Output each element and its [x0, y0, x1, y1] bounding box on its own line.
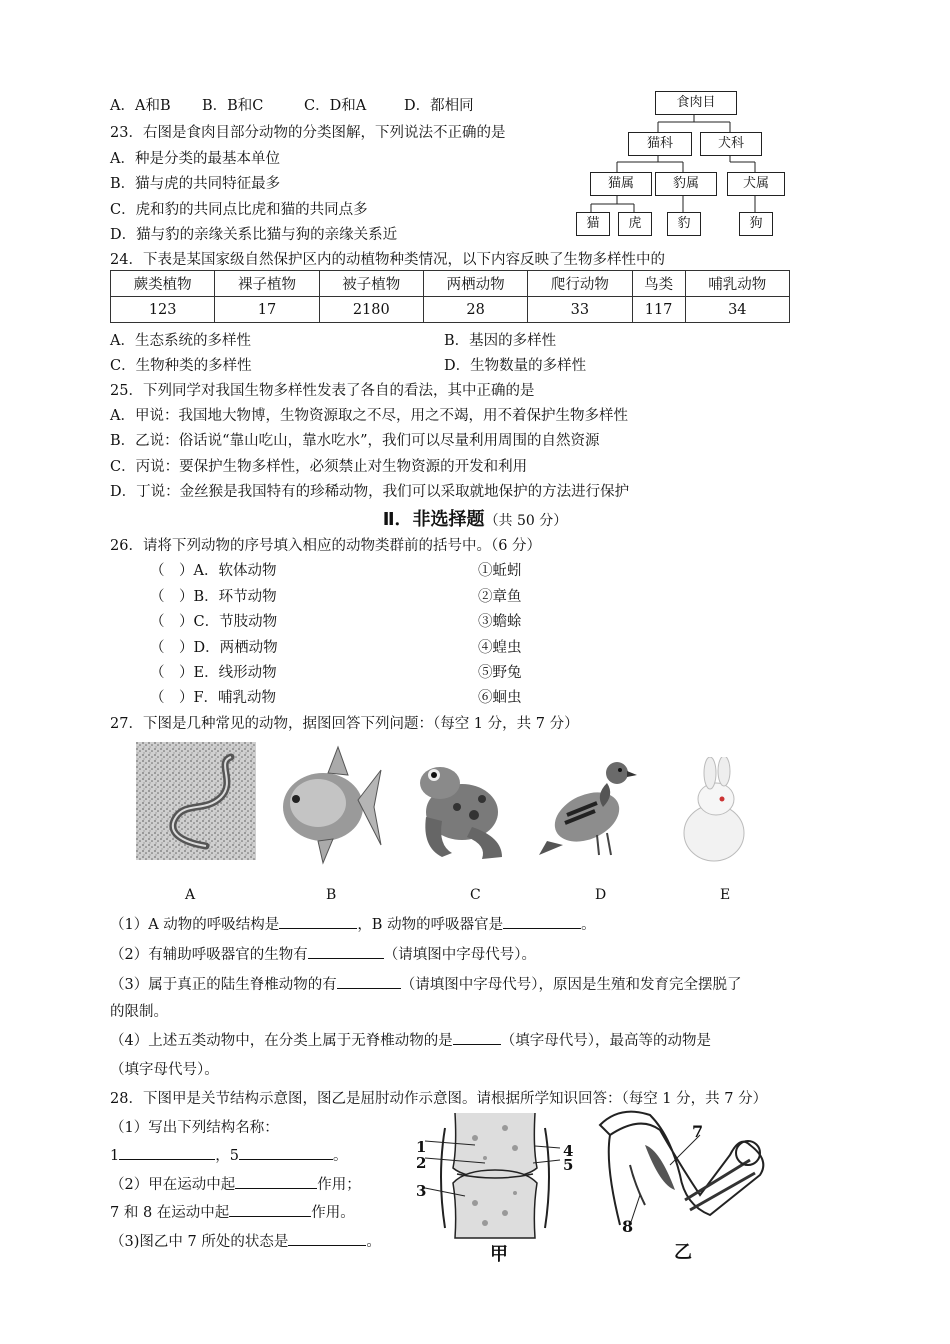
q28-p1-num2: ，5: [215, 1148, 239, 1164]
q27-p2-text-b: （请填图中字母代号）。: [383, 947, 536, 963]
q28-p2-cont: [110, 1201, 355, 1222]
fig-label-d: D: [595, 887, 607, 903]
q27-p4-text-b: （填字母代号），最高等的动物是: [500, 1033, 711, 1049]
table-row: [111, 297, 790, 323]
q22-opt-c: C．D和A: [304, 98, 367, 114]
answer-blank[interactable]: [503, 914, 581, 929]
q25-opt-b: B．乙说：俗话说“靠山吃山，靠水吃水”，我们可以尽量利用周围的自然资源: [110, 433, 600, 449]
q28-stem: 28．下图甲是关节结构示意图，图乙是屈肘动作示意图。请根据所学知识回答：（每空 1 分，共 7 分）: [110, 1091, 768, 1107]
q27-p2-text-a: （2）有辅助呼吸器官的生物有: [110, 947, 308, 963]
q27-p4: [110, 1029, 711, 1050]
tree-species-cat: 猫: [576, 212, 610, 236]
q27-p3-cont: 的限制。: [110, 1004, 168, 1020]
answer-blank[interactable]: [235, 1174, 317, 1189]
table-header-row: [111, 271, 790, 297]
joint-num-3: 3: [416, 1182, 427, 1200]
q27-p1-text-c: 。: [581, 917, 596, 933]
q28-p2: [110, 1173, 361, 1194]
q27-p1-text-b: ，B 动物的呼吸器官是: [357, 917, 504, 933]
frog-image: [412, 757, 512, 865]
q28-p3-text-a: （3)图乙中 7 所处的状态是: [110, 1234, 289, 1250]
q27-p2: [110, 943, 536, 964]
table-cell: 123: [111, 297, 215, 323]
fig-label-e: E: [720, 887, 731, 903]
q26-group-f: （ ）F．哺乳动物: [150, 690, 277, 706]
fish-image: [278, 745, 383, 865]
table-header-cell: 裸子植物: [215, 271, 319, 297]
pigeon-image: [537, 755, 642, 867]
tree-species-tiger: 虎: [618, 212, 652, 236]
q28-p3: [110, 1230, 381, 1251]
section-title-text: Ⅱ．非选择题: [382, 509, 485, 530]
q25-stem: 25．下列同学对我国生物多样性发表了各自的看法，其中正确的是: [110, 383, 535, 399]
fig-label-yi: 乙: [674, 1242, 692, 1263]
table-header-cell: 被子植物: [319, 271, 423, 297]
tree-family-cat: 猫科: [628, 132, 692, 156]
q28-p1-answers: [110, 1144, 347, 1165]
section-score: （共 50 分）: [484, 513, 568, 529]
table-cell: 17: [215, 297, 319, 323]
q28-p3-text-b: 。: [366, 1234, 381, 1250]
q26-animal-6: ⑥蛔虫: [478, 690, 522, 706]
q27-p1-text-a: （1）A 动物的呼吸结构是: [110, 917, 280, 933]
q24-opt-d: D．生物数量的多样性: [444, 358, 587, 374]
species-table: [110, 270, 790, 323]
q28-p2-text-b: 作用；: [317, 1177, 361, 1193]
tree-family-dog: 犬科: [700, 132, 762, 156]
q22-opt-d: D．都相同: [404, 98, 474, 114]
tree-species-leopard: 豹: [667, 212, 701, 236]
q22-opt-a: A．A和B: [110, 98, 171, 114]
rabbit-image: [676, 757, 751, 865]
q25-opt-c: C．丙说：要保护生物多样性，必须禁止对生物资源的开发和利用: [110, 459, 528, 475]
earthworm-image: [136, 742, 256, 860]
q27-stem: 27．下图是几种常见的动物，据图回答下列问题：（每空 1 分，共 7 分）: [110, 716, 579, 732]
table-cell: 34: [685, 297, 789, 323]
tree-species-dog: 狗: [739, 212, 773, 236]
q22-options: [110, 94, 474, 115]
table-cell: 33: [528, 297, 632, 323]
q24-opt-b: B．基因的多样性: [444, 333, 557, 349]
q28-p2-text-d: 作用。: [311, 1205, 355, 1221]
q23-stem: 23．右图是食肉目部分动物的分类图解，下列说法不正确的是: [110, 125, 506, 141]
answer-blank[interactable]: [119, 1145, 215, 1160]
joint-num-1: 1: [416, 1138, 427, 1156]
table-header-cell: 爬行动物: [528, 271, 632, 297]
table-cell: 2180: [319, 297, 423, 323]
q26-stem: 26．请将下列动物的序号填入相应的动物类群前的括号中。（6 分）: [110, 538, 542, 554]
q28-p1-num1: 1: [110, 1148, 120, 1164]
q28-p2-text-c: 7 和 8 在运动中起: [110, 1205, 230, 1221]
q24-opt-c: C．生物种类的多样性: [110, 358, 252, 374]
answer-blank[interactable]: [288, 1231, 366, 1246]
arm-flexion-diagram: [590, 1105, 790, 1240]
q26-animal-3: ③蟾蜍: [478, 614, 522, 630]
q26-animal-5: ⑤野兔: [478, 665, 522, 681]
q25-opt-a: A．甲说：我国地大物博，生物资源取之不尽，用之不竭，用不着保护生物多样性: [110, 408, 628, 424]
q23-opt-b: B．猫与虎的共同特征最多: [110, 176, 281, 192]
q22-opt-b: B．B和C: [202, 98, 264, 114]
q27-p3-text-a: （3）属于真正的陆生脊椎动物的有: [110, 977, 337, 993]
joint-num-4: 4: [563, 1142, 574, 1160]
q26-group-b: （ ）B．环节动物: [150, 589, 277, 605]
q23-opt-c: C．虎和豹的共同点比虎和猫的共同点多: [110, 202, 368, 218]
table-cell: 117: [632, 297, 685, 323]
q26-animal-2: ②章鱼: [478, 589, 522, 605]
q27-p3: [110, 973, 741, 994]
section-title: [0, 505, 950, 531]
q26-group-a: （ ）A．软体动物: [150, 563, 277, 579]
fig-label-jia: 甲: [490, 1244, 508, 1265]
q25-opt-d: D．丁说：金丝猴是我国特有的珍稀动物，我们可以采取就地保护的方法进行保护: [110, 484, 630, 500]
q24-stem: 24．下表是某国家级自然保护区内的动植物种类情况，以下内容反映了生物多样性中的: [110, 252, 665, 268]
q26-group-e: （ ）E．线形动物: [150, 665, 277, 681]
arm-num-7: 7: [692, 1122, 704, 1141]
q24-opt-a: A．生态系统的多样性: [110, 333, 251, 349]
q23-opt-d: D．猫与豹的亲缘关系比猫与狗的亲缘关系近: [110, 227, 398, 243]
q27-p4-text-a: （4）上述五类动物中，在分类上属于无脊椎动物的是: [110, 1033, 453, 1049]
table-header-cell: 哺乳动物: [685, 271, 789, 297]
joint-num-5: 5: [563, 1156, 574, 1174]
q27-p1: [110, 913, 596, 934]
q26-group-c: （ ）C．节肢动物: [150, 614, 278, 630]
fig-label-c: C: [470, 887, 481, 903]
answer-blank[interactable]: [308, 944, 384, 959]
tree-genus-panthera: 豹属: [655, 172, 717, 196]
q28-p1-end: 。: [332, 1148, 348, 1164]
arm-num-8: 8: [622, 1217, 634, 1236]
answer-blank[interactable]: [453, 1030, 501, 1045]
table-header-cell: 两栖动物: [423, 271, 527, 297]
tree-order: 食肉目: [655, 91, 737, 115]
q27-p3-text-b: （请填图中字母代号），原因是生殖和发育完全摆脱了: [400, 977, 742, 993]
q27-p4-cont: （填字母代号）。: [110, 1062, 219, 1078]
fig-label-b: B: [326, 887, 337, 903]
answer-blank[interactable]: [337, 974, 401, 989]
fig-label-a: A: [185, 887, 196, 903]
answer-blank[interactable]: [239, 1145, 333, 1160]
joint-diagram: [415, 1108, 580, 1258]
q28-p2-text-a: （2）甲在运动中起: [110, 1177, 236, 1193]
q26-group-d: （ ）D．两栖动物: [150, 640, 278, 656]
joint-num-2: 2: [416, 1154, 427, 1172]
answer-blank[interactable]: [229, 1202, 311, 1217]
q26-animal-1: ①蚯蚓: [478, 563, 522, 579]
answer-blank[interactable]: [279, 914, 357, 929]
q26-animal-4: ④蝗虫: [478, 640, 522, 656]
q28-p1: （1）写出下列结构名称：: [110, 1120, 279, 1136]
table-header-cell: 鸟类: [632, 271, 685, 297]
tree-genus-canis: 犬属: [727, 172, 785, 196]
q23-opt-a: A．种是分类的最基本单位: [110, 151, 280, 167]
table-cell: 28: [423, 297, 527, 323]
table-header-cell: 蕨类植物: [111, 271, 215, 297]
tree-genus-felis: 猫属: [590, 172, 652, 196]
